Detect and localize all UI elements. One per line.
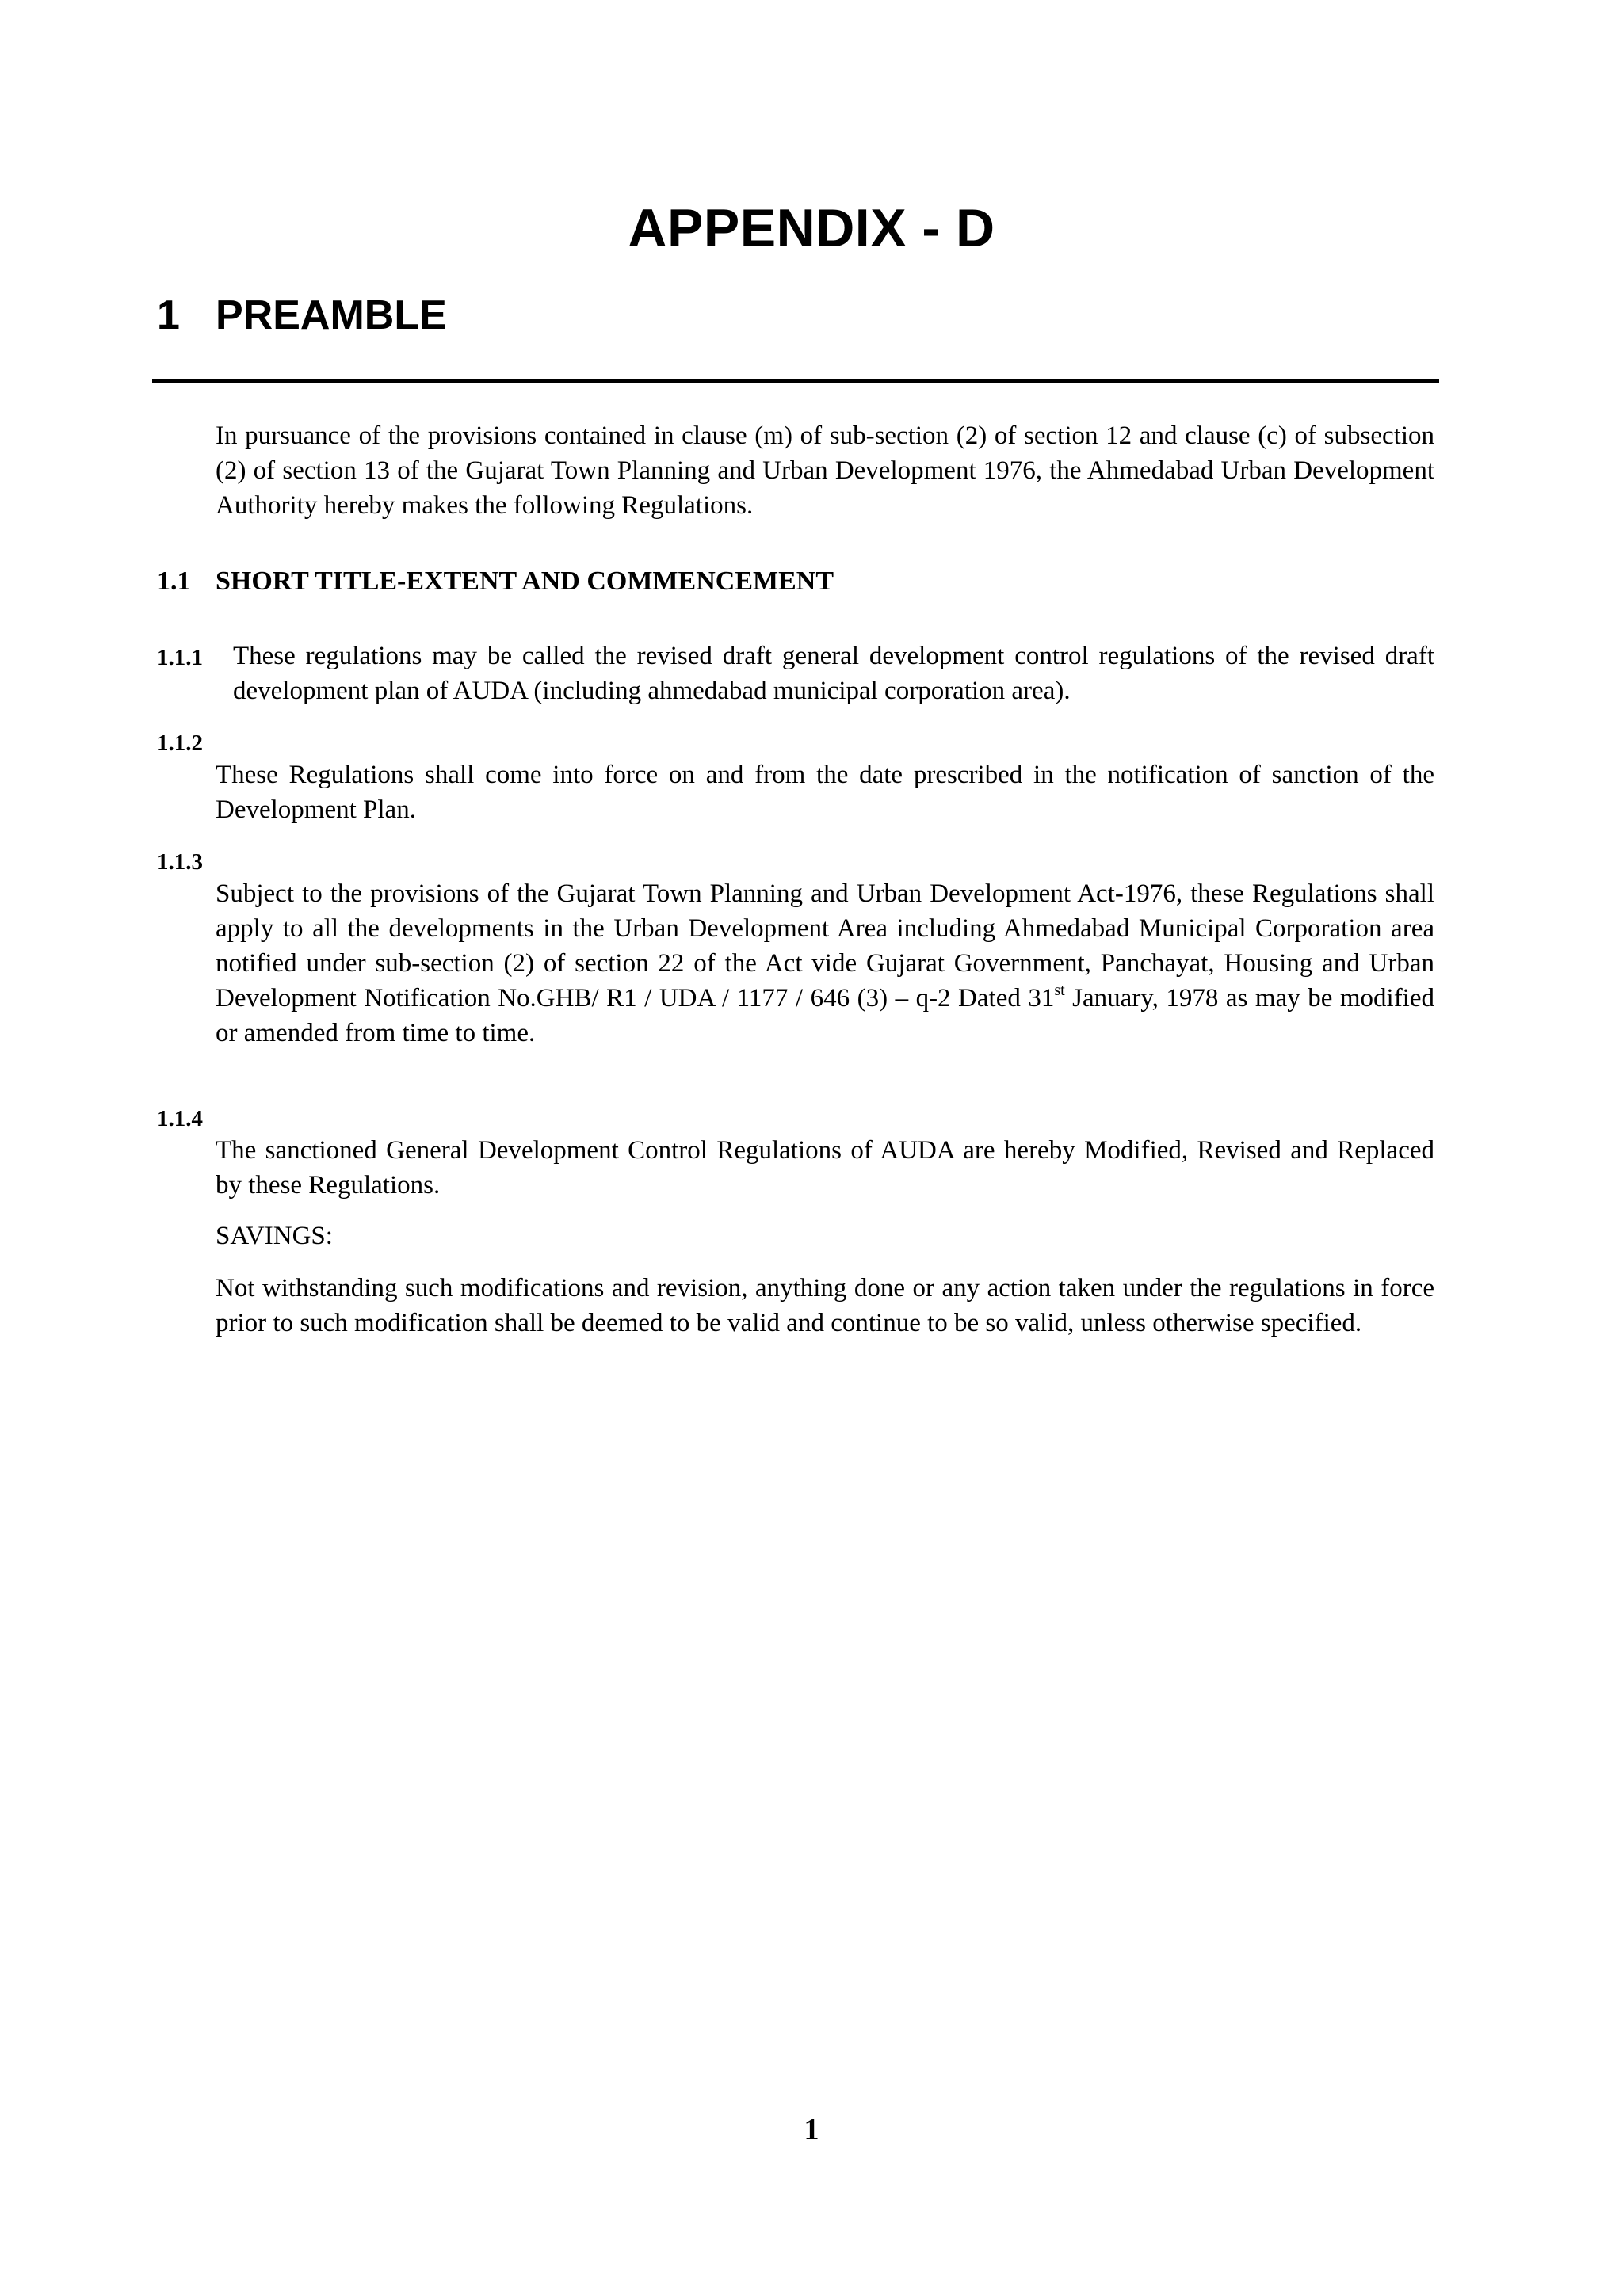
appendix-title: APPENDIX - D xyxy=(628,198,995,258)
clause-text-part: Subject to the provisions of the Gujarat Town Planning and Urban Development Act-1976, these Regulations shall apply to all the developments in the Urban Development Area including Ahmedabad Municipal Corporation area notified under sub-section (2) of section 22 of the Act vide Gujarat Government, Panchayat, Housing and Urban Development Notification No.GHB/ R1 / UDA / 1177 / 646 (3) – q-2 Dated 31 xyxy=(216,879,1434,1013)
chapter-number: 1 xyxy=(157,292,180,338)
page-number: 1 xyxy=(804,2113,819,2146)
clause-number: 1.1.3 xyxy=(157,849,203,875)
ordinal-superscript: st xyxy=(1054,982,1065,999)
clause-number: 1.1.2 xyxy=(157,730,203,756)
clause-text xyxy=(216,876,1434,1051)
clause-text-part: January, 1978 as may be modified or amended from time to time. xyxy=(216,984,1434,1047)
clause-text: These Regulations shall come into force on and from the date prescribed in the notification of sanction of the Development Plan. xyxy=(216,761,1434,824)
section-title: SHORT TITLE-EXTENT AND COMMENCEMENT xyxy=(216,566,834,596)
chapter-heading xyxy=(157,290,447,341)
section-number: 1.1 xyxy=(157,566,191,596)
savings-heading: SAVINGS: xyxy=(216,1222,333,1250)
preamble-paragraph: In pursuance of the provisions contained in clause (m) of sub-section (2) of section 12 and clause (c) of subsection (2) of section 13 of the Gujarat Town Planning and Urban Development 1976, the Ahmedabad Urban Development Authority hereby makes the following Regulations. xyxy=(216,421,1434,520)
clause-number: 1.1.1 xyxy=(157,645,203,670)
section-heading xyxy=(157,564,834,599)
heading-divider xyxy=(152,379,1439,383)
clause-text: The sanctioned General Development Control Regulations of AUDA are hereby Modified, Revised and Replaced by these Regulations. xyxy=(216,1136,1434,1199)
clause-number: 1.1.4 xyxy=(157,1106,203,1131)
savings-paragraph: Not withstanding such modifications and revision, anything done or any action taken under the regulations in force prior to such modification shall be deemed to be valid and continue to be so valid, unless otherwise specified. xyxy=(216,1274,1434,1337)
chapter-title: PREAMBLE xyxy=(216,292,447,338)
clause-text: These regulations may be called the revised draft general development control regulations of the revised draft development plan of AUDA (including ahmedabad municipal corporation area). xyxy=(233,642,1434,705)
